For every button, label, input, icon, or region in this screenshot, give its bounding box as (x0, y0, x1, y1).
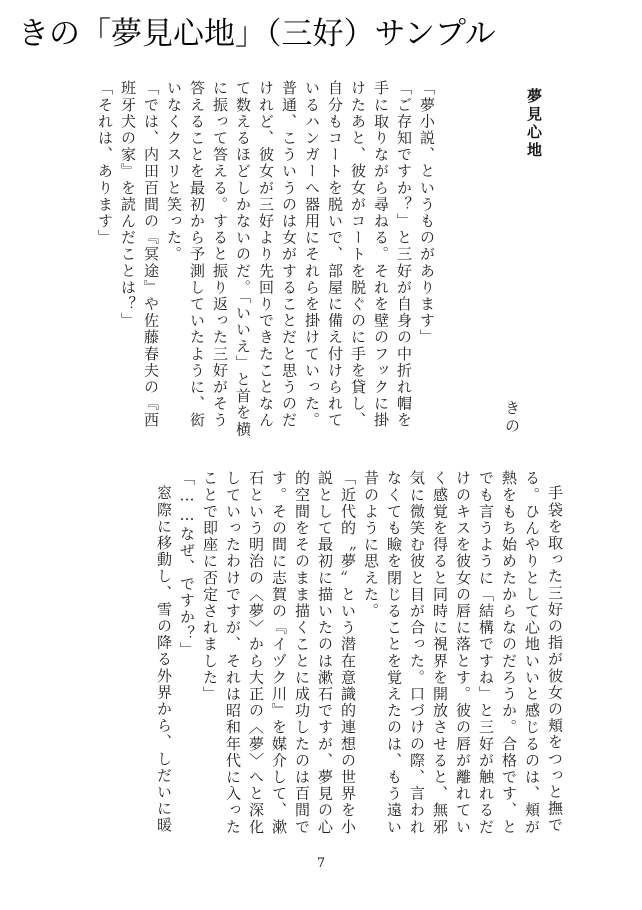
story-title: 夢見心地 (525, 88, 543, 160)
story-author: きの (503, 400, 521, 436)
paragraph: 「夢小説、というものがあります」 (418, 80, 436, 346)
paragraph: 「では、内田百間の『冥途』や佐藤春夫の『西班牙犬の家』を読んだことは？」 (119, 80, 160, 429)
paragraph: 手袋を取った三好の指が彼女の頬をつっと撫でる。ひんやりとして心地いいと感じるのは、頬が熱をもち始めたからなのだろうか。合格です、とでも言うように「結構ですね」と三好が触れるだけのキスを彼女の唇に落とす。彼の唇が離れていく感覚を得ると同時に視界を開放させると、無邪気に微笑む彼と目が合った。口づけの際、言われなくても瞼を閉じることを覚えたのは、もう遠い昔のように思えた。 (362, 470, 564, 836)
book-page (70, 78, 570, 878)
lower-text-block (82, 470, 566, 850)
upper-text-block (84, 80, 438, 440)
paragraph: 「……なぜ、ですか？」 (178, 470, 196, 659)
paragraph: 「それは、あります」 (96, 80, 114, 246)
paragraph: 「ご存知ですか？」と三好が自身の中折れ帽を手に取りながら尋ねる。それを壁のフックに掛けたあと、彼女がコートを脱ぐのに手を貸し、自分もコートを脱いで、部屋に備え付けられているハンガーへ器用にそれらを掛けていった。普通、こういうのは女がすることだと思うのだけれど、彼女が三好より先回りできたことなんて数えるほどしかないのだ。「いいえ」と首を横に振って答える。すると振り返った三好がそう答えることを最初から予測していたように、衒いなくクスリと笑った。 (165, 80, 413, 438)
page-number: 7 (316, 856, 326, 871)
document-header-title: きの「夢見心地」（三好）サンプル (18, 16, 496, 52)
paragraph: 窓際に移動し、雪の降る外界から、しだいに暖 (155, 485, 173, 834)
paragraph: 「近代的〝夢〟という潜在意識的連想の世界を小説として最初に描いたのは漱石ですが、夢見の心的空間をそのまま描くことに成功したのは百間です。その間に志賀の『イヅク川』を媒介して、漱石という明治の〈夢〉から大正の〈夢〉へと深化していったわけですが、それは昭和年代に入ったことで即座に否定されました」 (201, 470, 357, 836)
